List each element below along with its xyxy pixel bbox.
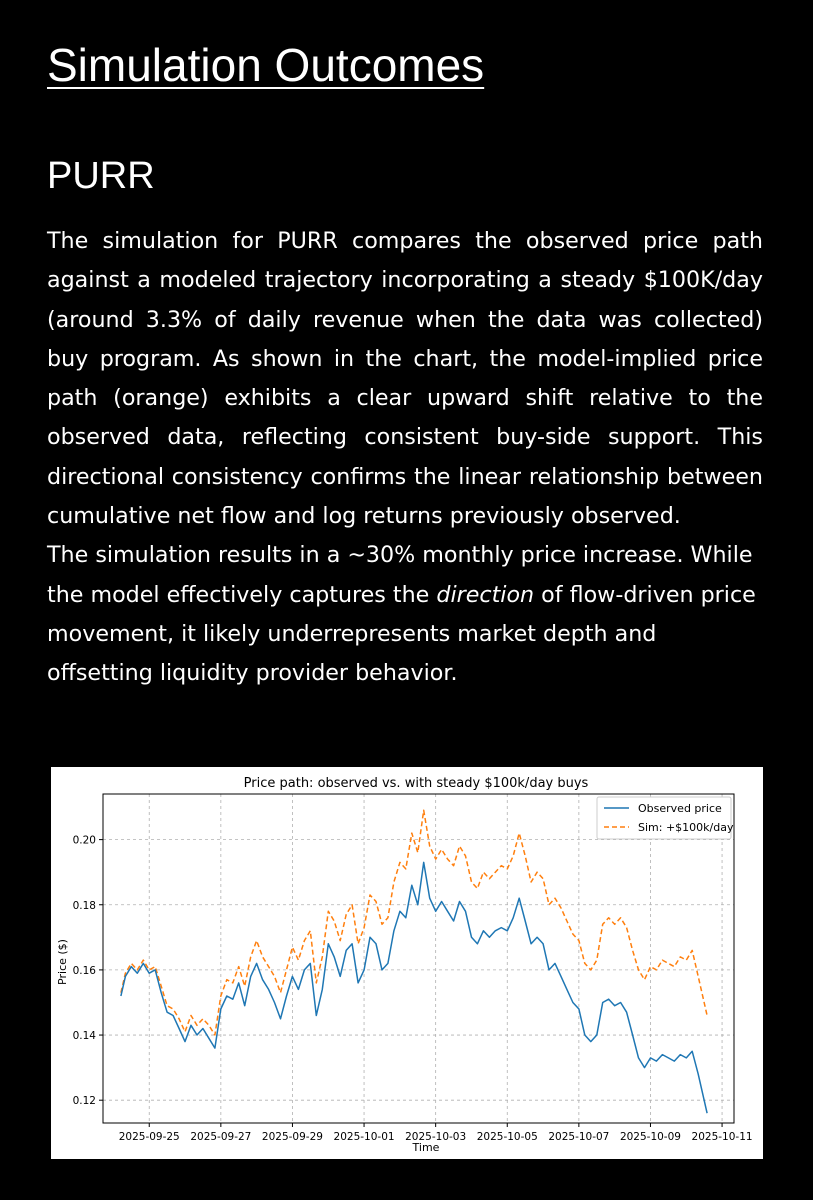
legend-label-observed: Observed price	[638, 802, 722, 815]
legend	[597, 797, 734, 839]
paragraph-2	[47, 536, 763, 693]
y-tick-label: 0.12	[72, 1095, 96, 1108]
y-tick-label: 0.14	[72, 1030, 96, 1043]
chart-title: Price path: observed vs. with steady $100k/day buys	[243, 776, 589, 791]
series-sim-100k-per-day	[121, 810, 707, 1035]
x-tick-label: 2025-10-03	[405, 1131, 467, 1143]
price-path-chart	[51, 767, 763, 1159]
paragraph-2-part-b: of flow-driven price movement, it likely underrepresents market depth and offsetting liquidity provider behavior.	[47, 581, 756, 687]
x-tick-label: 2025-10-09	[619, 1131, 681, 1143]
y-tick-label: 0.18	[72, 899, 96, 912]
body-text	[47, 222, 763, 694]
series-layer	[121, 810, 707, 1113]
x-tick-label: 2025-09-25	[118, 1131, 180, 1143]
legend-label-simulated: Sim: +$100k/day	[638, 821, 734, 834]
paragraph-2-emphasis: direction	[436, 581, 535, 608]
y-axis-label: Price ($)	[56, 939, 69, 985]
x-tick-label: 2025-09-29	[261, 1131, 323, 1143]
section-title: PURR	[47, 155, 155, 197]
chart-panel	[51, 767, 763, 1159]
plot-frame	[103, 794, 734, 1123]
grid-layer	[103, 794, 734, 1123]
x-tick-label: 2025-10-05	[476, 1131, 538, 1143]
paragraph-2-part-a: The simulation results in a ~30% monthly price increase. While the model effectively captures the	[47, 542, 753, 608]
slide-title: Simulation Outcomes	[47, 39, 485, 91]
x-tick-label: 2025-10-01	[333, 1131, 395, 1143]
x-tick-label: 2025-09-27	[190, 1131, 252, 1143]
x-tick-label: 2025-10-11	[691, 1131, 753, 1143]
x-axis-label: Time	[412, 1141, 440, 1154]
y-tick-label: 0.16	[72, 964, 96, 977]
series-observed-price	[121, 862, 707, 1113]
paragraph-1: The simulation for PURR compares the observed price path against a modeled trajectory incorporating a steady $100K/day (around 3.3% of daily revenue when the data was collected) buy program. As shown in the chart, the model-implied price path (orange) exhibits a clear upward shift relative to the observed data, reflecting consistent buy-side support. This directional consistency confirms the linear relationship between cumulative net flow and log returns previously observed.	[47, 228, 763, 530]
x-tick-label: 2025-10-07	[548, 1131, 610, 1143]
y-tick-label: 0.20	[72, 834, 96, 847]
